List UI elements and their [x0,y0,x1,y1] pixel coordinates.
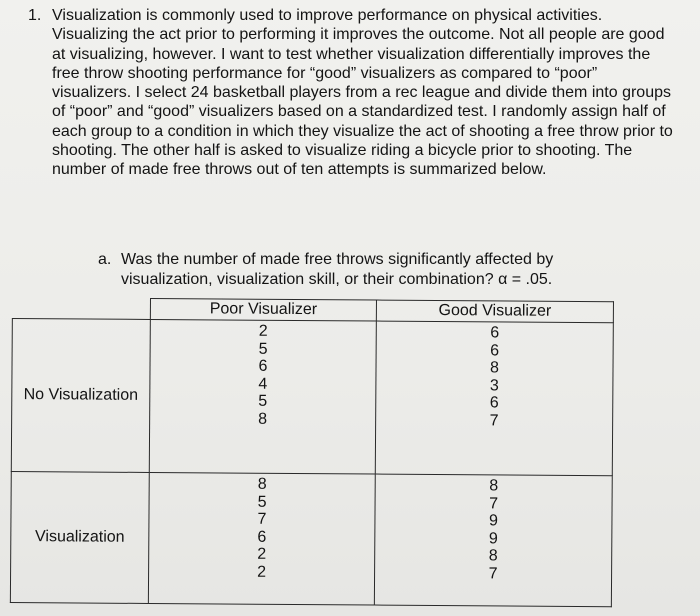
question-1 [28,6,678,180]
column-header-good: Good Visualizer [376,300,613,323]
table-cell: 6 [257,528,267,546]
row-label-visualization: Visualization [10,471,149,603]
table-cell: 7 [489,494,499,512]
table-cell: 9 [488,529,498,547]
table-cell: 8 [490,359,500,377]
table-cell: 2 [257,545,267,563]
table-cell: 6 [490,324,500,342]
table-cell: 2 [257,563,267,581]
table-cell: 8 [257,475,267,493]
table-corner-cell [12,298,150,320]
column-header-poor: Poor Visualizer [150,298,376,321]
table-cell: 2 [258,322,268,340]
table-cell: 8 [488,547,498,565]
table-cell: 5 [258,340,268,358]
cell-vis-poor [148,472,375,605]
table-cell: 3 [489,376,499,394]
table-row [11,319,613,476]
table-cell: 8 [489,477,499,495]
table-cell: 6 [258,357,268,375]
table-cell: 6 [489,394,499,412]
table-cell: 7 [488,564,498,582]
question-text: Visualization is commonly used to improve performance on physical activities. Visualizing the act prior to performing it improves the outcome. Not all people are good at visualizing, however. I want to test whether visualization differentially improves the free throw shooting performance for “good” visualizers as compared to “poor” visualizers. I select 24 basketball players from a rec league and divide them into groups of “poor” and “good” visualizers based on a standardized test. I randomly assign half of each group to a condition in which they visualize the act of shooting a free throw prior to shooting. The other half is asked to visualize riding a bicycle prior to shooting. The number of made free throws out of ten attempts is summarized below. [52,7,673,179]
table-cell: 4 [258,375,268,393]
cell-no-vis-poor [149,319,376,474]
row-label-no-visualization: No Visualization [11,319,150,473]
table-cell: 7 [489,411,499,429]
cell-no-vis-good [375,321,613,476]
table-cell: 5 [257,493,267,511]
table-cell: 5 [258,392,268,410]
question-number: 1. [28,7,42,24]
subquestion-letter: a. [98,251,112,268]
table-cell: 9 [488,512,498,530]
subquestion-text: Was the number of made free throws significantly affected by visualization, visualization skill, or their combination? α = .05. [121,251,554,288]
subquestion-a [98,250,598,289]
data-table [10,297,614,607]
table-cell: 6 [490,341,500,359]
table-cell: 8 [258,410,268,428]
table-row [10,471,612,606]
table-cell: 7 [257,510,267,528]
cell-vis-good [374,474,612,607]
